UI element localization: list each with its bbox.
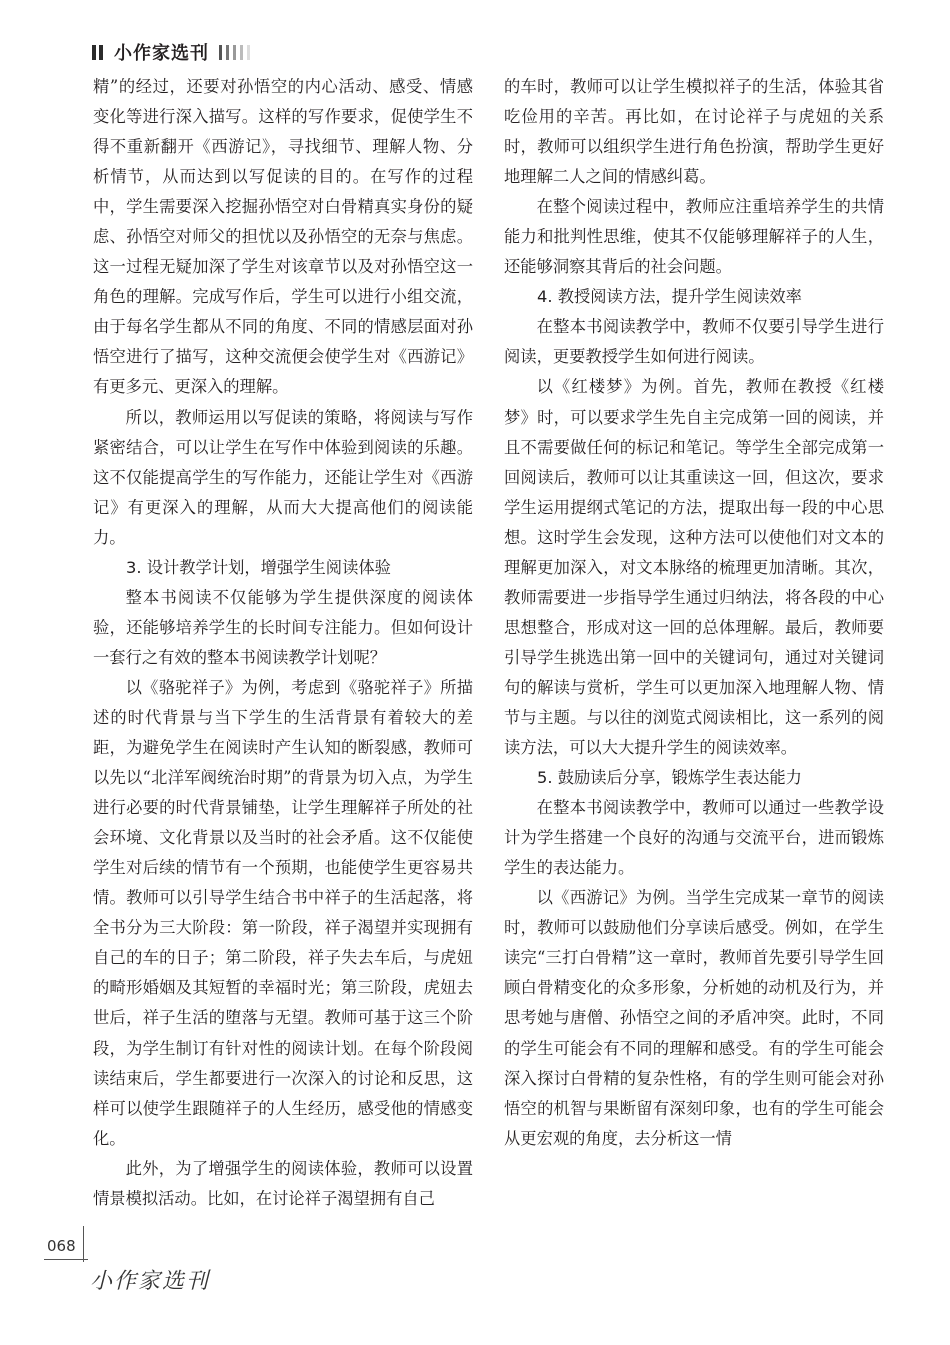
paragraph: 在整个阅读过程中，教师应注重培养学生的共情能力和批判性思维，使其不仅能够理解祥子的人生，还能够洞察其背后的社会问题。 bbox=[504, 197, 884, 277]
header-left-bars-icon bbox=[92, 45, 106, 60]
section-heading: 3. 设计教学计划，增强学生阅读体验 bbox=[126, 557, 391, 577]
journal-title: 小作家选刊 bbox=[114, 43, 209, 64]
right-column bbox=[504, 72, 884, 1154]
paragraph: 整本书阅读不仅能够为学生提供深度的阅读体验，还能够培养学生的长时间专注能力。但如何设计一套行之有效的整本书阅读教学计划呢？ bbox=[93, 587, 473, 667]
footer-divider-vertical bbox=[83, 1226, 84, 1262]
paragraph: 在整本书阅读教学中，教师不仅要引导学生进行阅读，更要教授学生如何进行阅读。 bbox=[504, 317, 884, 367]
paragraph: 以《骆驼祥子》为例，考虑到《骆驼祥子》所描述的时代背景与当下学生的生活背景有着较大的差距，为避免学生在阅读时产生认知的断裂感，教师可以先以“北洋军阀统治时期”的背景为切入点，为学生进行必要的时代背景铺垫，让学生理解祥子所处的社会环境、文化背景以及当时的社会矛盾。这不仅能使学生对后续的情节有一个预期，也能使学生更容易共情。教师可以引导学生结合书中祥子的生活起落，将全书分为三大阶段：第一阶段，祥子渴望并实现拥有自己的车的日子；第二阶段，祥子失去车后，与虎妞的畸形婚姻及其短暂的幸福时光；第三阶段，虎妞去世后，祥子生活的堕落与无望。教师可基于这三个阶段，为学生制订有针对性的阅读计划。在每个阶段阅读结束后，学生都要进行一次深入的讨论和反思，这样可以使学生跟随祥子的人生经历，感受他的情感变化。 bbox=[93, 677, 473, 1148]
left-column bbox=[93, 72, 473, 1214]
paragraph: 此外，为了增强学生的阅读体验，教师可以设置情景模拟活动。比如，在讨论祥子渴望拥有自己 bbox=[93, 1158, 473, 1208]
paragraph: 所以，教师运用以写促读的策略，将阅读与写作紧密结合，可以让学生在写作中体验到阅读的乐趣。这不仅能提高学生的写作能力，还能让学生对《西游记》有更深入的理解，从而大大提高他们的阅读能力。 bbox=[93, 407, 473, 547]
paragraph: 精”的经过，还要对孙悟空的内心活动、感受、情感变化等进行深入描写。这样的写作要求，促使学生不得不重新翻开《西游记》，寻找细节、理解人物、分析情节，从而达到以写促读的目的。在写作的过程中，学生需要深入挖掘孙悟空对白骨精真实身份的疑虑、孙悟空对师父的担忧以及孙悟空的无奈与焦虑。这一过程无疑加深了学生对该章节以及对孙悟空这一角色的理解。完成写作后，学生可以进行小组交流，由于每名学生都从不同的角度、不同的情感层面对孙悟空进行了描写，这种交流便会使学生对《西游记》有更多元、更深入的理解。 bbox=[93, 77, 473, 397]
page-number: 068 bbox=[47, 1237, 76, 1255]
section-heading: 4. 教授阅读方法，提升学生阅读效率 bbox=[537, 287, 802, 307]
page-header bbox=[92, 40, 254, 64]
paragraph: 以《红楼梦》为例。首先，教师在教授《红楼梦》时，可以要求学生先自主完成第一回的阅读，并且不需要做任何的标记和笔记。等学生全部完成第一回阅读后，教师可以让其重读这一回，但这次，要求学生运用提纲式笔记的方法，提取出每一段的中心思想。这时学生会发现，这种方法可以使他们对文本的理解更加深入，对文本脉络的梳理更加清晰。其次，教师需要进一步指导学生通过归纳法，将各段的中心思想整合，形成对这一回的总体理解。最后，教师要引导学生挑选出第一回中的关键词句，通过对关键词句的解读与赏析，学生可以更加深入地理解人物、情节与主题。与以往的浏览式阅读相比，这一系列的阅读方法，可以大大提升学生的阅读效率。 bbox=[504, 377, 884, 758]
paragraph: 以《西游记》为例。当学生完成某一章节的阅读时，教师可以鼓励他们分享读后感受。例如，在学生读完“三打白骨精”这一章时，教师首先要引导学生回顾白骨精变化的众多形象，分析她的动机及行为，并思考她与唐僧、孙悟空之间的矛盾冲突。此时，不同的学生可能会有不同的理解和感受。有的学生可能会深入探讨白骨精的复杂性格，有的学生则可能会对孙悟空的机智与果断留有深刻印象，也有的学生可能会从更宏观的角度，去分析这一情 bbox=[504, 888, 884, 1148]
header-right-bars-icon bbox=[219, 45, 254, 60]
section-heading: 5. 鼓励读后分享，锻炼学生表达能力 bbox=[537, 768, 802, 788]
footer-divider bbox=[44, 1259, 88, 1260]
journal-logo: 小作家选刊 bbox=[90, 1269, 211, 1294]
paragraph: 在整本书阅读教学中，教师可以通过一些教学设计为学生搭建一个良好的沟通与交流平台，进而锻炼学生的表达能力。 bbox=[504, 798, 884, 878]
paragraph: 的车时，教师可以让学生模拟祥子的生活，体验其省吃俭用的辛苦。再比如，在讨论祥子与虎妞的关系时，教师可以组织学生进行角色扮演，帮助学生更好地理解二人之间的情感纠葛。 bbox=[504, 77, 884, 187]
